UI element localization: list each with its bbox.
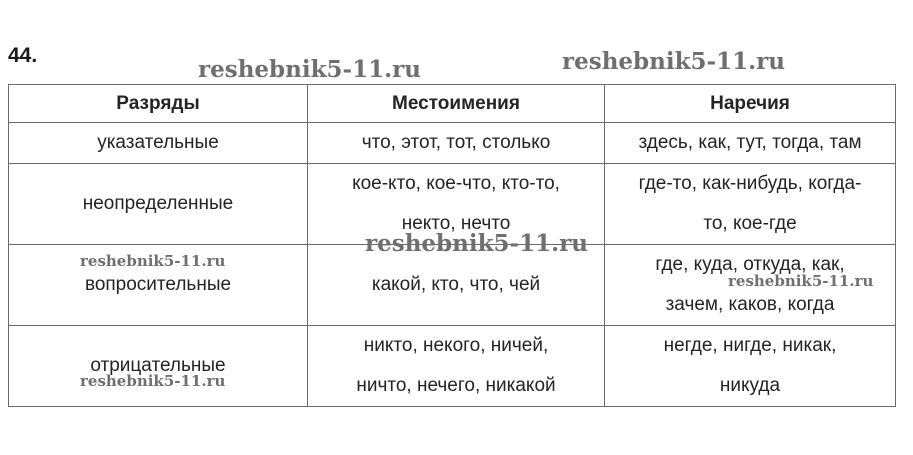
pronouns-line: никто, некого, ничей,	[363, 335, 549, 356]
adverbs-line: где-то, как-нибудь, когда-	[638, 173, 862, 194]
adverbs-line: негде, нигде, никак,	[663, 335, 837, 356]
table-row	[9, 326, 896, 407]
watermark: reshebnik5-11.ru	[365, 230, 588, 257]
table-row	[9, 164, 896, 245]
category-cell: вопросительные	[9, 245, 308, 326]
watermark: reshebnik5-11.ru	[728, 272, 874, 290]
header-categories: Разряды	[9, 85, 308, 123]
header-pronouns: Местоимения	[308, 85, 605, 123]
table-row	[9, 123, 896, 164]
category-cell: отрицательные	[9, 326, 308, 407]
adverbs-line: здесь, как, тут, тогда, там	[638, 132, 862, 153]
adverbs-cell	[605, 164, 896, 245]
table-header-row	[9, 85, 896, 123]
watermark: reshebnik5-11.ru	[80, 252, 226, 270]
watermark: reshebnik5-11.ru	[80, 372, 226, 390]
adverbs-cell	[605, 123, 896, 164]
header-adverbs: Наречия	[605, 85, 896, 123]
pronoun-adverb-table	[8, 84, 896, 407]
adverbs-cell	[605, 245, 896, 326]
category-cell: неопределенные	[9, 164, 308, 245]
adverbs-line: то, кое-где	[703, 213, 797, 234]
pronouns-cell	[308, 245, 605, 326]
pronouns-cell	[308, 326, 605, 407]
pronouns-cell	[308, 164, 605, 245]
category-cell: указательные	[9, 123, 308, 164]
table-row	[9, 245, 896, 326]
adverbs-cell	[605, 326, 896, 407]
pronouns-line: что, этот, тот, столько	[361, 132, 551, 153]
pronouns-cell	[308, 123, 605, 164]
pronouns-line: какой, кто, что, чей	[371, 274, 541, 295]
pronouns-line: некто, нечто	[401, 213, 511, 234]
watermark: reshebnik5-11.ru	[562, 48, 785, 75]
adverbs-line: зачем, каков, когда	[665, 294, 835, 315]
adverbs-line: где, куда, откуда, как,	[655, 254, 845, 275]
task-number: 44.	[8, 44, 38, 67]
pronouns-line: кое-кто, кое-что, кто-то,	[352, 173, 560, 194]
adverbs-line: никуда	[719, 375, 781, 396]
pronouns-line: ничто, нечего, никакой	[356, 375, 556, 396]
watermark: reshebnik5-11.ru	[198, 56, 421, 83]
